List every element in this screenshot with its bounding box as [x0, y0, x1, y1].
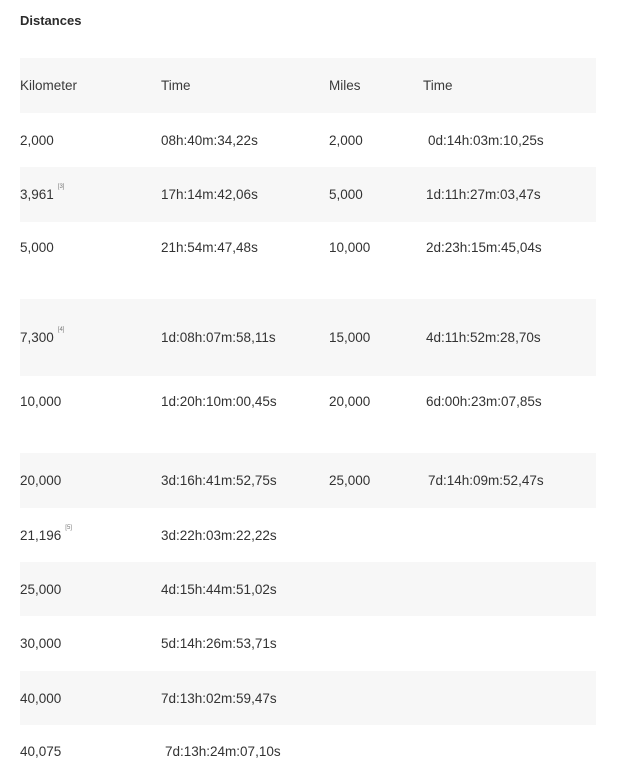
table-row	[20, 508, 596, 562]
miles-time-value: 4d:11h:52m:28,70s	[426, 330, 541, 345]
miles-cell: 5,000	[329, 187, 363, 202]
km-time-value: 7d:13h:24m:07,10s	[165, 744, 281, 759]
miles-time-value: 0d:14h:03m:10,25s	[428, 132, 544, 148]
km-value: 2,000	[20, 132, 54, 148]
footnote-ref[interactable]: [4]	[57, 327, 65, 333]
table-row	[20, 453, 596, 508]
distances-table	[20, 58, 596, 778]
miles-time-value: 1d:11h:27m:03,47s	[426, 187, 541, 202]
miles-time-cell	[423, 453, 596, 508]
km-cell	[20, 222, 161, 299]
header-time-miles: Time	[423, 78, 453, 93]
table-row	[20, 299, 596, 376]
km-value: 40,000	[20, 690, 62, 706]
km-value: 25,000	[20, 581, 62, 597]
table-header-row	[20, 58, 596, 113]
miles-time-cell	[423, 508, 596, 562]
miles-time-cell	[423, 616, 596, 671]
table-row	[20, 671, 596, 725]
miles-time-cell	[423, 299, 596, 376]
footnote-ref[interactable]: [5]	[65, 524, 72, 531]
miles-time-cell	[423, 725, 596, 778]
table-row	[20, 725, 596, 778]
km-value: 3,961	[20, 187, 54, 202]
km-value: 10,000	[20, 394, 62, 409]
table-row	[20, 562, 596, 616]
km-cell	[20, 453, 161, 508]
km-value: 30,000	[20, 636, 62, 651]
km-value: 40,075	[20, 744, 62, 759]
section-title: Distances	[20, 13, 82, 28]
miles-cell: 25,000	[329, 473, 371, 488]
miles-time-cell	[423, 671, 596, 725]
miles-time-value: 7d:14h:09m:52,47s	[428, 473, 544, 488]
km-cell	[20, 725, 161, 778]
miles-time-value: 6d:00h:23m:07,85s	[426, 394, 542, 409]
miles-time-cell	[423, 222, 596, 299]
miles-cell	[329, 562, 423, 616]
table-row	[20, 167, 596, 222]
km-time-cell: 4d:15h:44m:51,02s	[161, 581, 277, 597]
table-row	[20, 222, 596, 299]
km-time-cell: 3d:16h:41m:52,75s	[161, 473, 277, 488]
miles-time-value: 2d:23h:15m:45,04s	[426, 240, 542, 255]
km-time-cell: 17h:14m:42,06s	[161, 187, 258, 202]
km-cell	[20, 299, 161, 376]
miles-cell	[329, 508, 423, 562]
km-time-cell: 3d:22h:03m:22,22s	[161, 527, 277, 543]
miles-cell: 15,000	[329, 330, 371, 345]
km-time-cell: 21h:54m:47,48s	[161, 240, 258, 255]
miles-time-cell	[423, 376, 596, 453]
km-value: 21,196	[20, 527, 62, 543]
miles-cell	[329, 671, 423, 725]
miles-time-cell	[423, 562, 596, 616]
miles-time-cell	[423, 167, 596, 222]
table-row	[20, 113, 596, 167]
miles-cell: 10,000	[329, 240, 371, 255]
miles-time-cell	[423, 113, 596, 167]
km-value: 5,000	[20, 240, 54, 255]
km-cell	[20, 167, 161, 222]
miles-cell	[329, 725, 423, 778]
km-cell	[20, 113, 161, 167]
km-cell	[20, 562, 161, 616]
km-cell	[20, 376, 161, 453]
km-time-cell: 5d:14h:26m:53,71s	[161, 636, 277, 651]
miles-cell	[329, 616, 423, 671]
km-cell	[20, 616, 161, 671]
km-cell	[20, 508, 161, 562]
km-value: 20,000	[20, 473, 62, 488]
km-time-cell: 1d:20h:10m:00,45s	[161, 394, 277, 409]
km-time-cell	[161, 725, 329, 778]
miles-cell: 2,000	[329, 132, 363, 148]
header-time-km: Time	[161, 78, 191, 93]
km-time-cell: 08h:40m:34,22s	[161, 132, 258, 148]
table-row	[20, 616, 596, 671]
km-time-cell: 7d:13h:02m:59,47s	[161, 690, 277, 706]
header-miles: Miles	[329, 78, 361, 93]
km-value: 7,300	[20, 330, 54, 345]
miles-cell: 20,000	[329, 394, 371, 409]
km-cell	[20, 671, 161, 725]
header-kilometer: Kilometer	[20, 78, 78, 93]
table-row	[20, 376, 596, 453]
km-time-cell: 1d:08h:07m:58,11s	[161, 330, 276, 345]
footnote-ref[interactable]: [3]	[57, 184, 65, 190]
